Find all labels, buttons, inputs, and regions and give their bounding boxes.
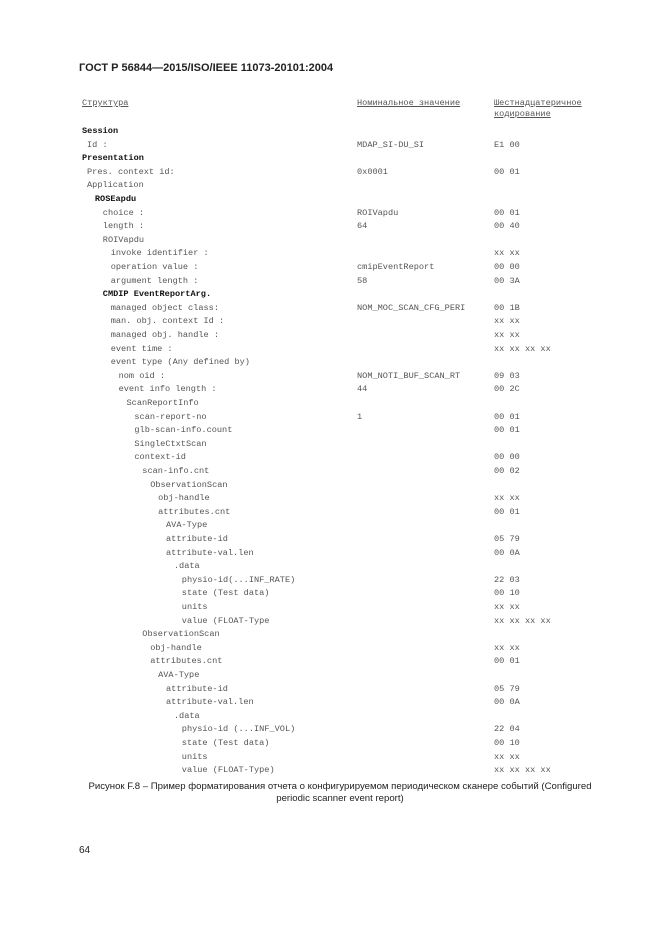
table-row — [0, 479, 661, 492]
table-row — [0, 411, 661, 424]
row-structure-name: operation value : — [110, 262, 199, 272]
row-hex-code: 22 03 — [494, 574, 520, 585]
row-nominal-value: cmipEventReport — [357, 262, 435, 272]
row-structure-name: SingleCtxtScan — [134, 438, 207, 449]
row-structure-name: event type (Any defined by) — [110, 357, 250, 368]
row-structure-name: event time : — [110, 343, 173, 354]
row-hex-code: 00 01 — [494, 425, 520, 436]
row-structure-name: attribute-val.len — [166, 697, 254, 708]
row-nominal-value: 0x0001 — [357, 166, 388, 177]
row-structure-name: attribute-id — [166, 534, 228, 544]
table-row — [0, 547, 661, 560]
row-structure-name: value (FLOAT-Type) — [181, 765, 275, 776]
row-structure-name: context-id — [134, 452, 186, 463]
row-hex-code: xx xx — [494, 248, 520, 259]
row-hex-code: xx xx xx xx — [494, 615, 551, 626]
row-hex-code: xx xx — [494, 493, 520, 504]
row-structure-name: .data — [173, 561, 200, 572]
row-nominal-value: NOM_NOTI_BUF_SCAN_RT — [357, 370, 461, 381]
row-structure-name: man. obj. context Id : — [110, 316, 225, 327]
row-hex-code: 05 79 — [494, 534, 520, 544]
table-row — [0, 125, 661, 138]
column-header-nominal-value: Номинальное значение — [357, 98, 461, 108]
row-hex-code: 05 79 — [494, 683, 520, 694]
table-row — [0, 492, 661, 505]
row-structure-name: obj-handle — [158, 493, 210, 504]
table-row — [0, 329, 661, 342]
row-hex-code: xx xx — [494, 602, 520, 612]
row-nominal-value: 58 — [357, 275, 368, 286]
row-hex-code: E1 00 — [494, 139, 520, 150]
row-hex-code: xx xx — [494, 316, 520, 327]
row-structure-name: physio-id(...INF_RATE) — [181, 574, 296, 585]
table-row — [0, 193, 661, 206]
row-nominal-value: MDAP_SI-DU_SI — [357, 139, 425, 150]
row-structure-name: attribute-val.len — [166, 547, 254, 558]
row-structure-name: AVA-Type — [158, 670, 200, 680]
table-row — [0, 261, 661, 274]
row-hex-code: xx xx — [494, 751, 520, 762]
row-hex-code: 00 0A — [494, 547, 520, 558]
row-structure-name: ObservationScan — [142, 629, 220, 640]
row-structure-name: ROIVapdu — [102, 234, 145, 245]
row-structure-name: state (Test data) — [181, 588, 270, 599]
row-hex-code: xx xx xx xx — [494, 765, 551, 776]
row-structure-name: argument length : — [110, 275, 199, 286]
table-row — [0, 315, 661, 328]
table-row — [0, 696, 661, 709]
column-header-hex-line2: кодирование — [494, 109, 551, 119]
row-structure-name: units — [181, 751, 208, 762]
row-structure-name: length : — [102, 221, 145, 232]
row-structure-name: .data — [173, 710, 200, 721]
row-structure-name: nom oid : — [118, 370, 166, 381]
table-row — [0, 438, 661, 451]
table-row — [0, 451, 661, 464]
row-hex-code: 00 40 — [494, 221, 520, 232]
figure-caption — [70, 781, 610, 805]
table-row — [0, 574, 661, 587]
row-structure-name: ScanReportInfo — [126, 398, 199, 408]
row-structure-name: event info length : — [118, 384, 217, 395]
row-structure-name: units — [181, 602, 208, 612]
row-nominal-value: NOM_MOC_SCAN_CFG_PERI — [357, 302, 466, 313]
row-structure-name: CMDIP EventReportArg. — [102, 289, 212, 300]
table-row — [0, 207, 661, 220]
table-row — [0, 166, 661, 179]
row-hex-code: 00 10 — [494, 738, 520, 748]
row-structure-name: scan-info.cnt — [142, 466, 210, 476]
row-structure-name: attributes.cnt — [158, 506, 231, 517]
table-row — [0, 506, 661, 519]
row-structure-name: Pres. context id: — [87, 166, 175, 177]
row-structure-name: AVA-Type — [166, 520, 208, 531]
row-hex-code: 00 01 — [494, 207, 520, 218]
figure-caption-line1: Рисунок F.8 – Пример форматирования отчета о конфигурируемом периодическом сканере событий (Configured — [88, 781, 592, 792]
table-row — [0, 751, 661, 764]
table-row — [0, 383, 661, 396]
table-row — [0, 737, 661, 750]
row-nominal-value: 44 — [357, 384, 368, 395]
row-hex-code: xx xx — [494, 330, 520, 340]
row-structure-name: Presentation — [82, 153, 144, 164]
page-number: 64 — [79, 845, 91, 856]
table-row — [0, 655, 661, 668]
row-structure-name: Id : — [87, 139, 108, 150]
table-row — [0, 642, 661, 655]
row-structure-name: physio-id (...INF_VOL) — [181, 724, 296, 735]
row-nominal-value: 1 — [357, 411, 363, 422]
row-hex-code: 22 04 — [494, 724, 520, 735]
row-hex-code: 09 03 — [494, 370, 520, 381]
row-structure-name: invoke identifier : — [110, 248, 209, 259]
table-row — [0, 343, 661, 356]
table-row — [0, 615, 661, 628]
table-row — [0, 356, 661, 369]
row-hex-code: 00 01 — [494, 411, 520, 422]
table-row — [0, 152, 661, 165]
table-row — [0, 302, 661, 315]
row-structure-name: glb-scan-info.count — [134, 425, 233, 436]
row-hex-code: 00 0A — [494, 697, 520, 708]
table-row — [0, 764, 661, 777]
row-hex-code: xx xx xx xx — [494, 343, 551, 354]
table-row — [0, 628, 661, 641]
row-nominal-value: ROIVapdu — [357, 207, 399, 218]
row-structure-name: attribute-id — [166, 683, 228, 694]
table-row — [0, 519, 661, 532]
figure-caption-line2: periodic scanner event report) — [276, 793, 404, 804]
table-row — [0, 288, 661, 301]
row-structure-name: managed obj. handle : — [110, 330, 219, 340]
row-hex-code: 00 1B — [494, 302, 520, 313]
table-row — [0, 234, 661, 247]
row-structure-name: Application — [87, 180, 144, 191]
table-row — [0, 179, 661, 192]
row-hex-code: 00 00 — [494, 452, 520, 463]
table-row — [0, 601, 661, 614]
row-hex-code: 00 10 — [494, 588, 520, 599]
row-structure-name: obj-handle — [150, 642, 202, 653]
row-structure-name: state (Test data) — [181, 738, 270, 748]
table-row — [0, 560, 661, 573]
table-row — [0, 247, 661, 260]
row-structure-name: choice : — [102, 207, 145, 218]
document-header: ГОСТ Р 56844—2015/ISO/IEEE 11073-20101:2004 — [79, 62, 334, 74]
column-header-hex-line1: Шестнадцатеричное — [494, 98, 582, 108]
table-row — [0, 683, 661, 696]
row-hex-code: 00 01 — [494, 506, 520, 517]
table-row — [0, 220, 661, 233]
table-row — [0, 587, 661, 600]
table-row — [0, 275, 661, 288]
row-hex-code: 00 02 — [494, 466, 520, 476]
table-row — [0, 397, 661, 410]
column-header-structure: Структура — [82, 98, 129, 108]
row-structure-name: value (FLOAT-Type — [181, 615, 270, 626]
row-structure-name: ROSEapdu — [94, 194, 137, 204]
row-hex-code: 00 3A — [494, 275, 520, 286]
table-row — [0, 533, 661, 546]
row-structure-name: scan-report-no — [134, 411, 207, 422]
table-row — [0, 424, 661, 437]
table-row — [0, 139, 661, 152]
table-row — [0, 669, 661, 682]
row-nominal-value: 64 — [357, 221, 368, 232]
table-row — [0, 723, 661, 736]
row-structure-name: Session — [82, 126, 119, 136]
row-hex-code: 00 2C — [494, 384, 520, 395]
row-structure-name: managed object class: — [110, 302, 219, 313]
table-row — [0, 370, 661, 383]
row-hex-code: 00 01 — [494, 656, 520, 667]
row-hex-code: xx xx — [494, 642, 520, 653]
table-row — [0, 710, 661, 723]
row-structure-name: attributes.cnt — [150, 656, 223, 667]
row-structure-name: ObservationScan — [150, 479, 228, 490]
table-row — [0, 465, 661, 478]
row-hex-code: 00 01 — [494, 166, 520, 177]
row-hex-code: 00 00 — [494, 262, 520, 272]
